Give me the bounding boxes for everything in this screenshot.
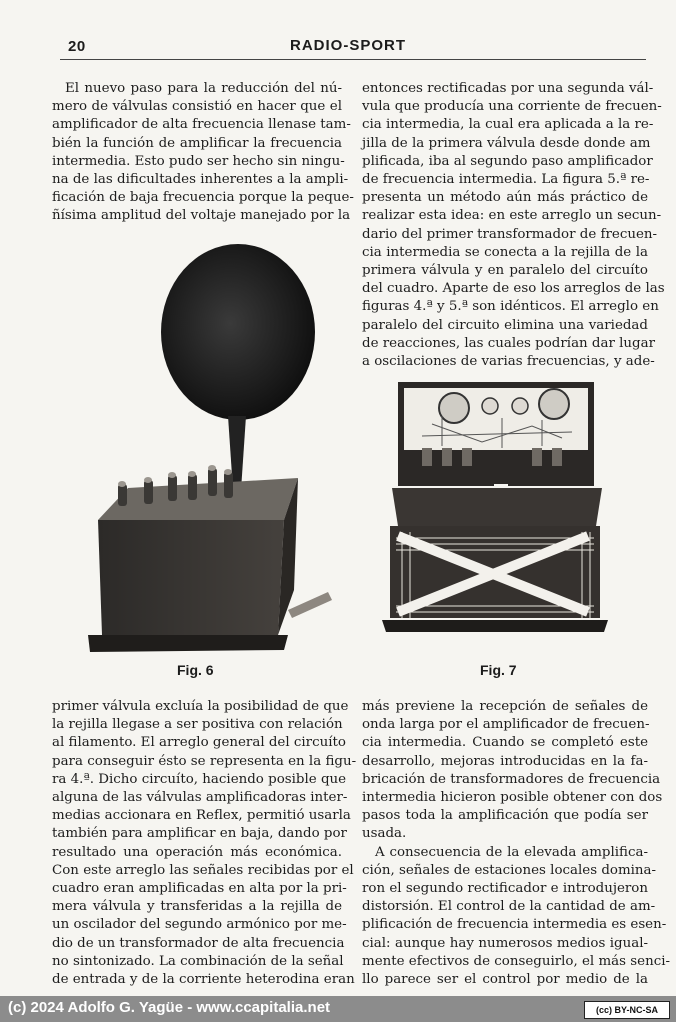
- text-line: ficación de baja frecuencia porque la peque-: [52, 190, 354, 206]
- text-line: plificación de frecuencia intermedia es esen-: [362, 917, 667, 933]
- text-line: ñísima amplitud del voltaje manejado por la: [52, 208, 351, 224]
- text-line: plificada, iba al segundo paso amplificador: [362, 153, 653, 169]
- column-bottom-right: [362, 698, 671, 989]
- header-rule: [60, 59, 646, 60]
- text-line: onda larga por el amplificador de frecuen-: [362, 717, 650, 733]
- text-line: dario del primer transformador de frecuen-: [362, 226, 658, 242]
- fig7-receiver-cabinet-photo: [382, 376, 612, 636]
- text-line: también para amplificar en baja, dando por: [52, 826, 347, 842]
- text-line: primera válvula y en paralelo del circuíto: [362, 263, 648, 279]
- text-line: intermedia. Esto pudo ser hecho sin ningu-: [52, 153, 345, 169]
- text-line: bién la función de amplificar la frecuencia: [52, 135, 342, 151]
- text-line: ron el segundo rectificador e introdujeron: [362, 881, 648, 897]
- copyright-footer: [0, 996, 676, 1022]
- text-line: El nuevo paso para la reducción del nú-: [65, 81, 342, 96]
- text-line: de reacciones, las cuales podrían dar lugar: [362, 335, 656, 351]
- text-line: distorsión. El control de la cantidad de am-: [362, 899, 656, 915]
- text-line: A consecuencia de la elevada amplifica-: [375, 844, 648, 860]
- text-line: Con este arreglo las señales recibidas por el: [52, 862, 354, 878]
- text-line: dio de un transformador de alta frecuencia: [52, 935, 345, 951]
- text-line: cia intermedia, la cual era aplicada a la re-: [362, 117, 654, 133]
- text-line: resultado una operación más económica.: [52, 844, 342, 860]
- text-line: ra 4.ª. Dicho circuíto, haciendo posible que: [52, 771, 347, 787]
- text-line: más previene la recepción de señales de: [362, 699, 648, 714]
- text-line: mera válvula y transferidas a la rejilla de: [52, 899, 342, 915]
- text-line: un oscilador del segundo armónico por me-: [52, 917, 347, 933]
- text-line: cuadro eran amplificadas en alta por la pri-: [52, 881, 347, 897]
- column-top-left: [52, 80, 354, 226]
- text-line: figuras 4.ª y 5.ª son idénticos. El arreglo en: [362, 299, 659, 315]
- text-line: paralelo del circuito elimina una variedad: [362, 317, 648, 333]
- text-line: desarrollo, mejoras introducidas en la fa-: [362, 753, 648, 769]
- text-line: para conseguir ésto se representa en la figu-: [52, 753, 357, 769]
- page-number: 20: [68, 38, 86, 55]
- text-line: medias accionara en Reflex, permitió usarla: [52, 808, 351, 824]
- fig6-caption: Fig. 6: [177, 662, 214, 678]
- text-line: jilla de la primera válvula desde donde am: [362, 135, 651, 151]
- column-top-right: [362, 80, 665, 371]
- text-line: vula que producía una corriente de frecuen-: [362, 99, 662, 115]
- fig6-horn-radio-photo: [88, 240, 338, 655]
- text-line: primer válvula excluía la posibilidad de que: [52, 699, 349, 714]
- text-line: la rejilla llegase a ser positiva con relación: [52, 717, 343, 733]
- text-line: usada.: [362, 826, 407, 842]
- text-line: al filamento. El arreglo general del circuíto: [52, 735, 346, 751]
- text-line: llo parece ser el control por medio de la: [362, 972, 648, 988]
- text-line: cia intermedia. Cuando se completó este: [362, 735, 648, 751]
- text-line: cial: aunque hay numerosos medios igual-: [362, 935, 648, 951]
- text-line: de entrada y de la corriente heterodina eran: [52, 972, 355, 988]
- text-line: bricación de transformadores de frecuencia: [362, 771, 661, 787]
- fig7-caption: Fig. 7: [480, 662, 517, 678]
- text-line: ción, señales de estaciones locales domina-: [362, 862, 657, 878]
- text-line: cia intermedia se conecta a la rejilla de la: [362, 244, 648, 260]
- text-line: pasos toda la amplificación que podía ser: [362, 808, 648, 824]
- text-line: a oscilaciones de varias frecuencias, y ade-: [362, 354, 655, 370]
- text-line: entonces rectificadas por una segunda vál-: [362, 81, 654, 96]
- license-badge: (cc) BY-NC-SA: [584, 1001, 670, 1019]
- running-title: RADIO-SPORT: [290, 37, 406, 54]
- text-line: na de las dificultades inherentes a la ampli-: [52, 172, 349, 188]
- text-line: mente efectivos de conseguirlo, el más senci-: [362, 953, 671, 969]
- text-line: mero de válvulas consistió en hacer que el: [52, 99, 342, 115]
- text-line: amplificador de alta frecuencia llenase tam-: [52, 117, 351, 133]
- column-bottom-left: [52, 698, 357, 989]
- text-line: del cuadro. Aparte de eso los arreglos de las: [362, 281, 665, 297]
- text-line: realizar esta idea: en este arreglo un secun-: [362, 208, 662, 224]
- copyright-text: (c) 2024 Adolfo G. Yagüe - www.ccapitalia.net: [8, 999, 331, 1016]
- text-line: alguna de las válvulas amplificadoras inter-: [52, 790, 348, 806]
- text-line: no sintonizado. La combinación de la señal: [52, 953, 344, 969]
- text-line: de frecuencia intermedia. La figura 5.ª re-: [362, 172, 650, 188]
- text-line: intermedia hicieron posible obtener con dos: [362, 790, 663, 806]
- text-line: presenta un método aún más práctico de: [362, 190, 648, 206]
